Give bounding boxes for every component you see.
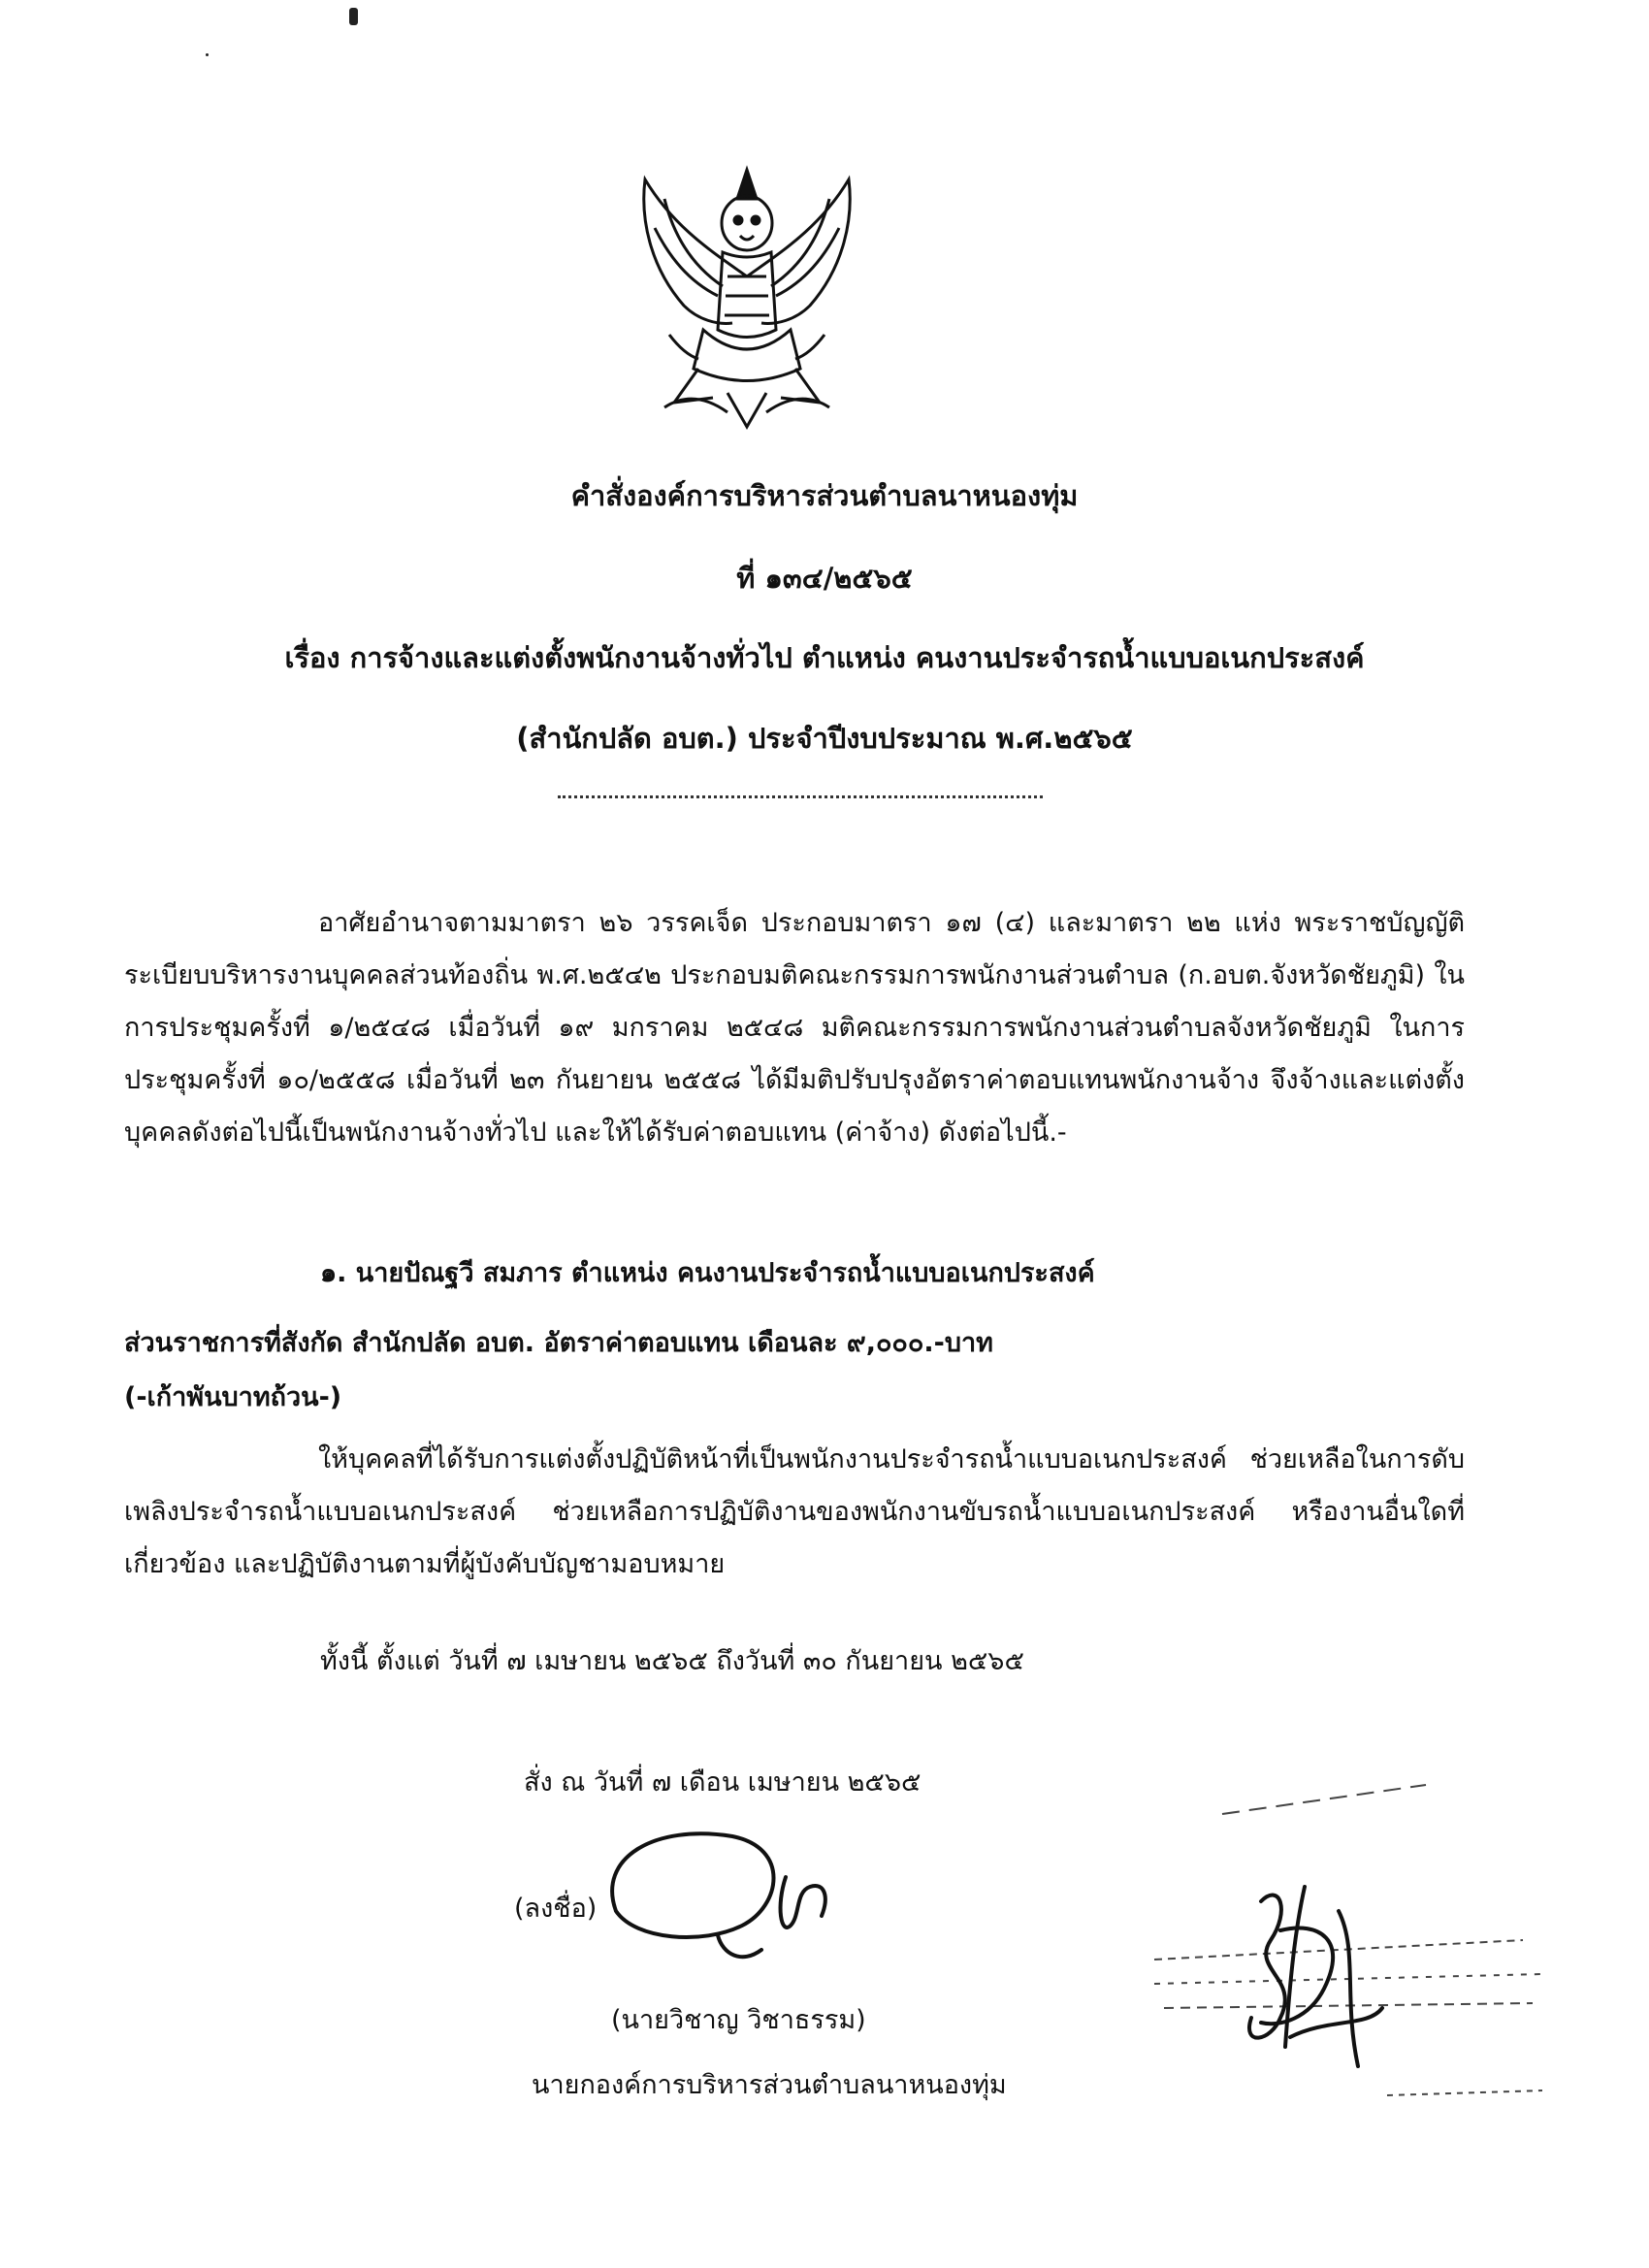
separator-dotted-line (558, 795, 1043, 798)
signed-label: (ลงชื่อ) (514, 1894, 598, 1924)
subject-line-1: เรื่อง การจ้างและแต่งตั้งพนักงานจ้างทั่วไป ตำแหน่ง คนงานประจำรถน้ำแบบอเนกประสงค์ (284, 641, 1365, 674)
signer-name: (นายวิชาญ วิชาธรรม) (611, 2005, 866, 2035)
signer-position: นายกองค์การบริหารส่วนตำบลนาหนองทุ่ม (532, 2070, 1007, 2100)
garuda-icon (606, 160, 888, 437)
subject-line-2: (สำนักปลัด อบต.) ประจำปีงบประมาณ พ.ศ.๒๕๖๕ (516, 722, 1133, 755)
scan-speck (206, 53, 209, 56)
handwritten-signature (597, 1819, 849, 1984)
duties-paragraph: ให้บุคคลที่ได้รับการแต่งตั้งปฏิบัติหน้าที่เป็นพนักงานประจำรถน้ำแบบอเนกประสงค์ ช่วยเหลือในการดับเพลิงประจำรถน้ำแบบอเนกประสงค์ ช่วยเหลือการปฏิบัติงานของพนักงานขับรถน้ำแบบอเนกประสงค์ หรืองานอื่นใดที่เกี่ยวข้อง และปฏิบัติงานตามที่ผู้บังคับบัญชามอบหมาย (124, 1444, 1465, 1579)
order-date: สั่ง ณ วันที่ ๗ เดือน เมษายน ๒๕๖๕ (524, 1767, 922, 1798)
certification-stamp (1135, 1775, 1562, 2124)
appointee-amount-words: (-เก้าพันบาทถ้วน-) (124, 1382, 342, 1412)
appointee-line-1: ๑. นายปัณฐวี สมภาร ตำแหน่ง คนงานประจำรถน้ำแบบอเนกประสงค์ (320, 1258, 1095, 1288)
signature-icon (597, 1819, 849, 1984)
scan-speck (349, 8, 358, 25)
garuda-emblem (606, 160, 888, 437)
order-title: คำสั่งองค์การบริหารส่วนตำบลนาหนองทุ่ม (570, 479, 1079, 512)
appointee-line-2: ส่วนราชการที่สังกัด สำนักปลัด อบต. อัตราค่าตอบแทน เดือนละ ๙,๐๐๐.-บาท (124, 1328, 993, 1358)
stamp-icon (1135, 1775, 1562, 2124)
effective-period: ทั้งนี้ ตั้งแต่ วันที่ ๗ เมษายน ๒๕๖๕ ถึงวันที่ ๓๐ กันยายน ๒๕๖๕ (320, 1646, 1024, 1676)
order-number: ที่ ๑๓๔/๒๕๖๕ (736, 562, 913, 595)
authority-paragraph: อาศัยอำนาจตามมาตรา ๒๖ วรรคเจ็ด ประกอบมาตรา ๑๗ (๔) และมาตรา ๒๒ แห่ง พระราชบัญญัติระเบียบบริหารงานบุคคลส่วนท้องถิ่น พ.ศ.๒๕๔๒ ประกอบมติคณะกรรมการพนักงานส่วนตำบล (ก.อบต.จังหวัดชัยภูมิ) ในการประชุมครั้งที่ ๑/๒๕๔๘ เมื่อวันที่ ๑๙ มกราคม ๒๕๔๘ มติคณะกรรมการพนักงานส่วนตำบลจังหวัดชัยภูมิ ในการประชุมครั้งที่ ๑๐/๒๕๕๘ เมื่อวันที่ ๒๓ กันยายน ๒๕๕๘ ได้มีมติปรับปรุงอัตราค่าตอบแทนพนักงานจ้าง จึงจ้างและแต่งตั้งบุคคลดังต่อไปนี้เป็นพนักงานจ้างทั่วไป และให้ได้รับค่าตอบแทน (ค่าจ้าง) ดังต่อไปนี้.- (124, 908, 1465, 1148)
